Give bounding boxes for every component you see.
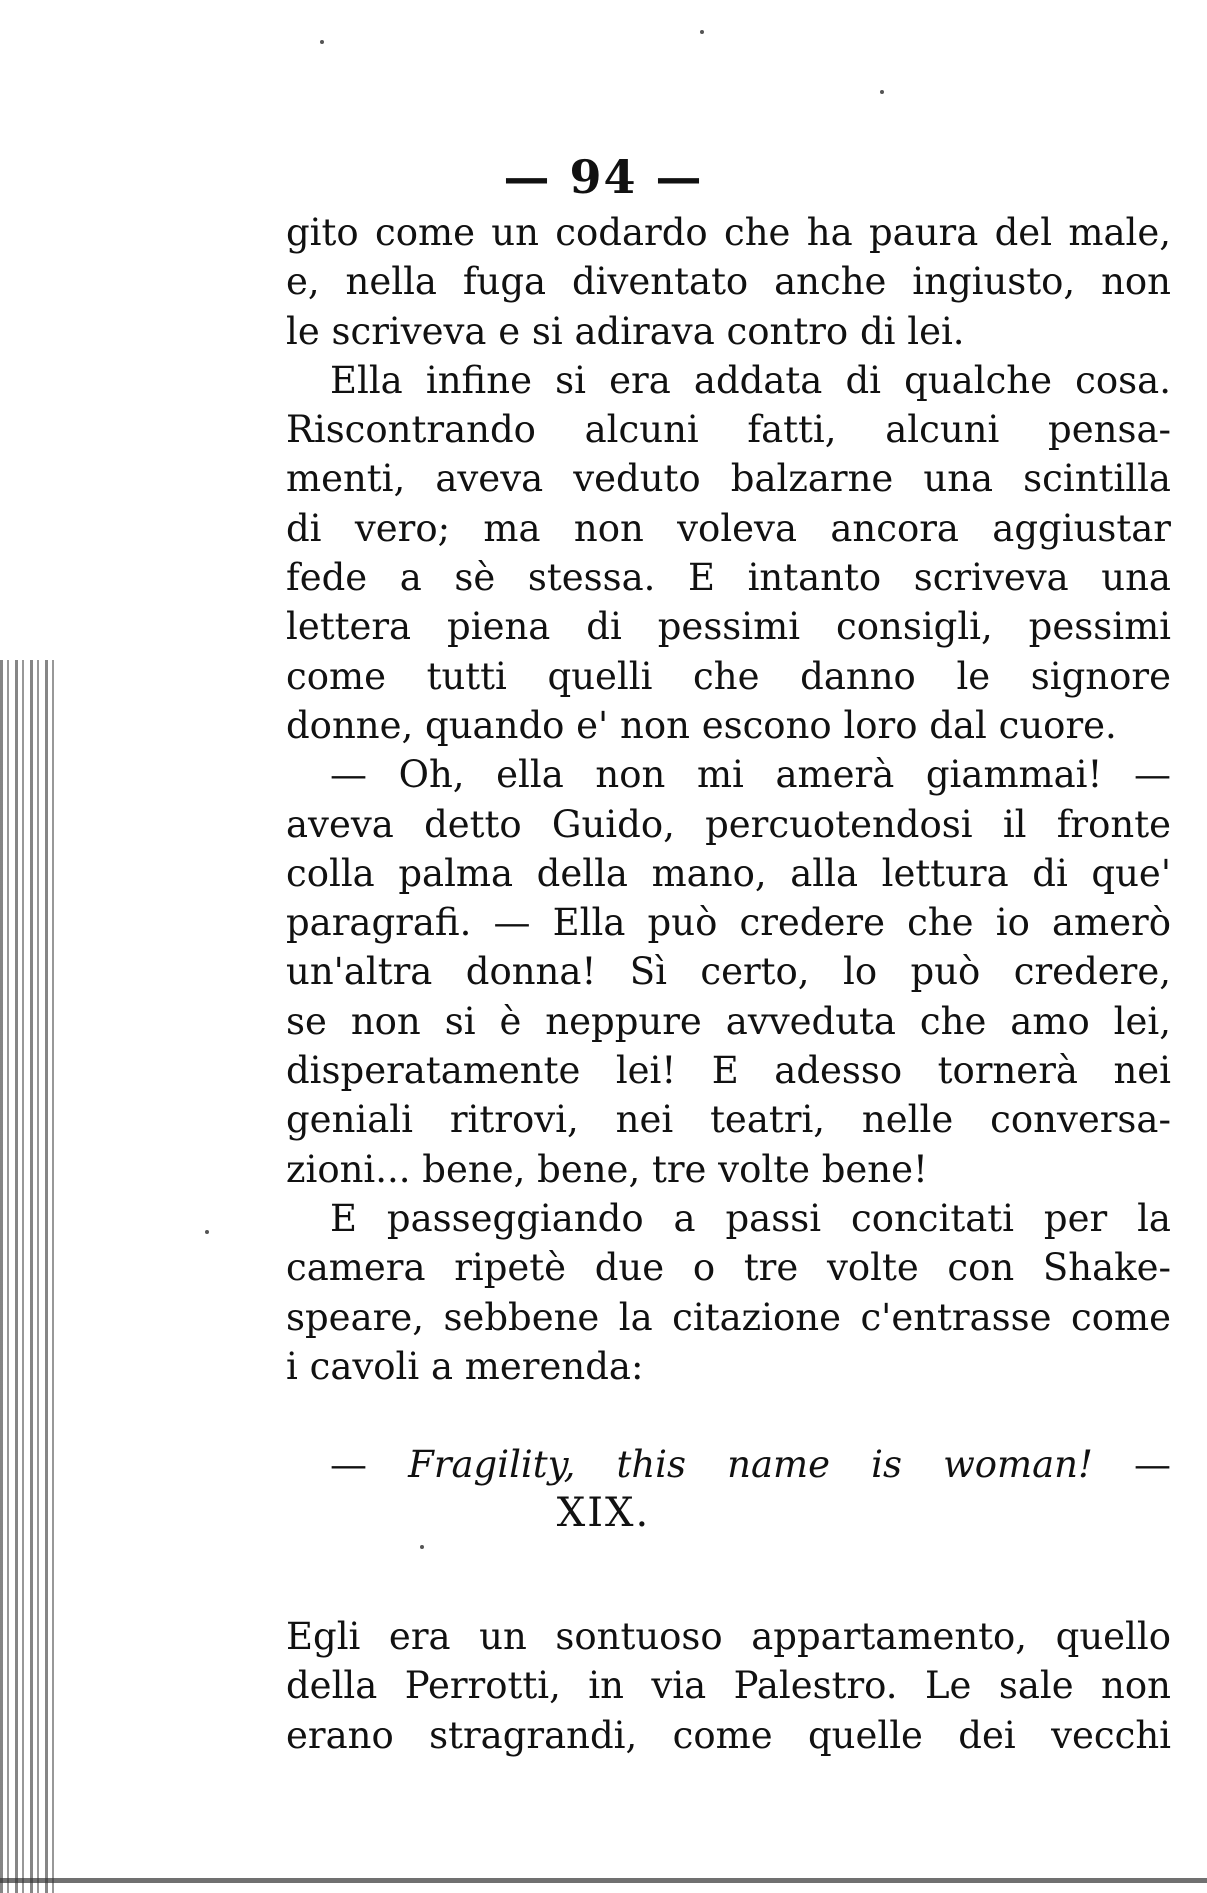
text-line: Ella infine si era addata di qualche cosa.: [330, 358, 1171, 402]
text-line: donne, quando e' non escono loro dal cuore.: [286, 703, 1117, 747]
text-line: geniali ritrovi, nei teatri, nelle conversa-: [286, 1098, 1171, 1142]
text-line: un'altra donna! Sì certo, lo può credere,: [286, 950, 1171, 994]
ink-speck: [700, 30, 704, 34]
text-line: disperatamente lei! E adesso tornerà nei: [286, 1049, 1171, 1093]
ink-speck: [205, 1230, 209, 1234]
quote-dash-open: —: [330, 1443, 367, 1486]
text-line: speare, sebbene la citazione c'entrasse come: [286, 1295, 1171, 1339]
text-line: gito come un codardo che ha paura del male,: [286, 211, 1171, 254]
text-line: aveva detto Guido, percuotendosi il fronte: [286, 802, 1171, 846]
text-line: Riscontrando alcuni fatti, alcuni pensa-: [286, 408, 1171, 452]
ink-speck: [420, 1545, 424, 1549]
quote-text: Fragility, this name is woman!: [408, 1443, 1093, 1486]
ink-speck: [320, 40, 324, 44]
text-line: lettera piena di pessimi consigli, pessimi: [286, 605, 1171, 649]
text-line: i cavoli a merenda:: [286, 1344, 644, 1388]
text-line: fede a sè stessa. E intanto scriveva una: [286, 556, 1171, 600]
ink-speck: [880, 90, 884, 94]
binding-edge: [0, 660, 60, 1893]
text-line: della Perrotti, in via Palestro. Le sale non: [286, 1664, 1171, 1708]
text-line: E passeggiando a passi concitati per la: [330, 1196, 1171, 1240]
quote-line: [286, 1440, 1171, 1489]
text-line: colla palma della mano, alla lettura di que': [286, 851, 1171, 895]
quote-dash-close: —: [1134, 1443, 1171, 1486]
text-line: menti, aveva veduto balzarne una scintilla: [286, 457, 1171, 501]
text-line: paragrafi. — Ella può credere che io amerò: [286, 901, 1171, 945]
text-line: se non si è neppure avveduta che amo lei,: [286, 999, 1171, 1043]
page-number: — 94 —: [503, 150, 704, 204]
text-line: camera ripetè due o tre volte con Shake-: [286, 1246, 1171, 1290]
text-block-bottom: [286, 1612, 1171, 1760]
text-line: zioni... bene, bene, tre volte bene!: [286, 1147, 928, 1191]
chapter-heading: XIX.: [556, 1490, 651, 1536]
text-line: Egli era un sontuoso appartamento, quello: [286, 1615, 1171, 1658]
text-line: e, nella fuga diventato anche ingiusto, non: [286, 260, 1171, 304]
text-line: di vero; ma non voleva ancora aggiustar: [286, 506, 1171, 550]
text-line: — Oh, ella non mi amerà giammai! —: [330, 753, 1171, 797]
page-bottom-rule: [0, 1878, 1207, 1883]
text-block-top: [286, 208, 1171, 1391]
text-line: le scriveva e si adirava contro di lei.: [286, 309, 965, 353]
text-line: erano stragrandi, come quelle dei vecchi: [286, 1713, 1171, 1757]
text-line: come tutti quelli che danno le signore: [286, 654, 1171, 698]
